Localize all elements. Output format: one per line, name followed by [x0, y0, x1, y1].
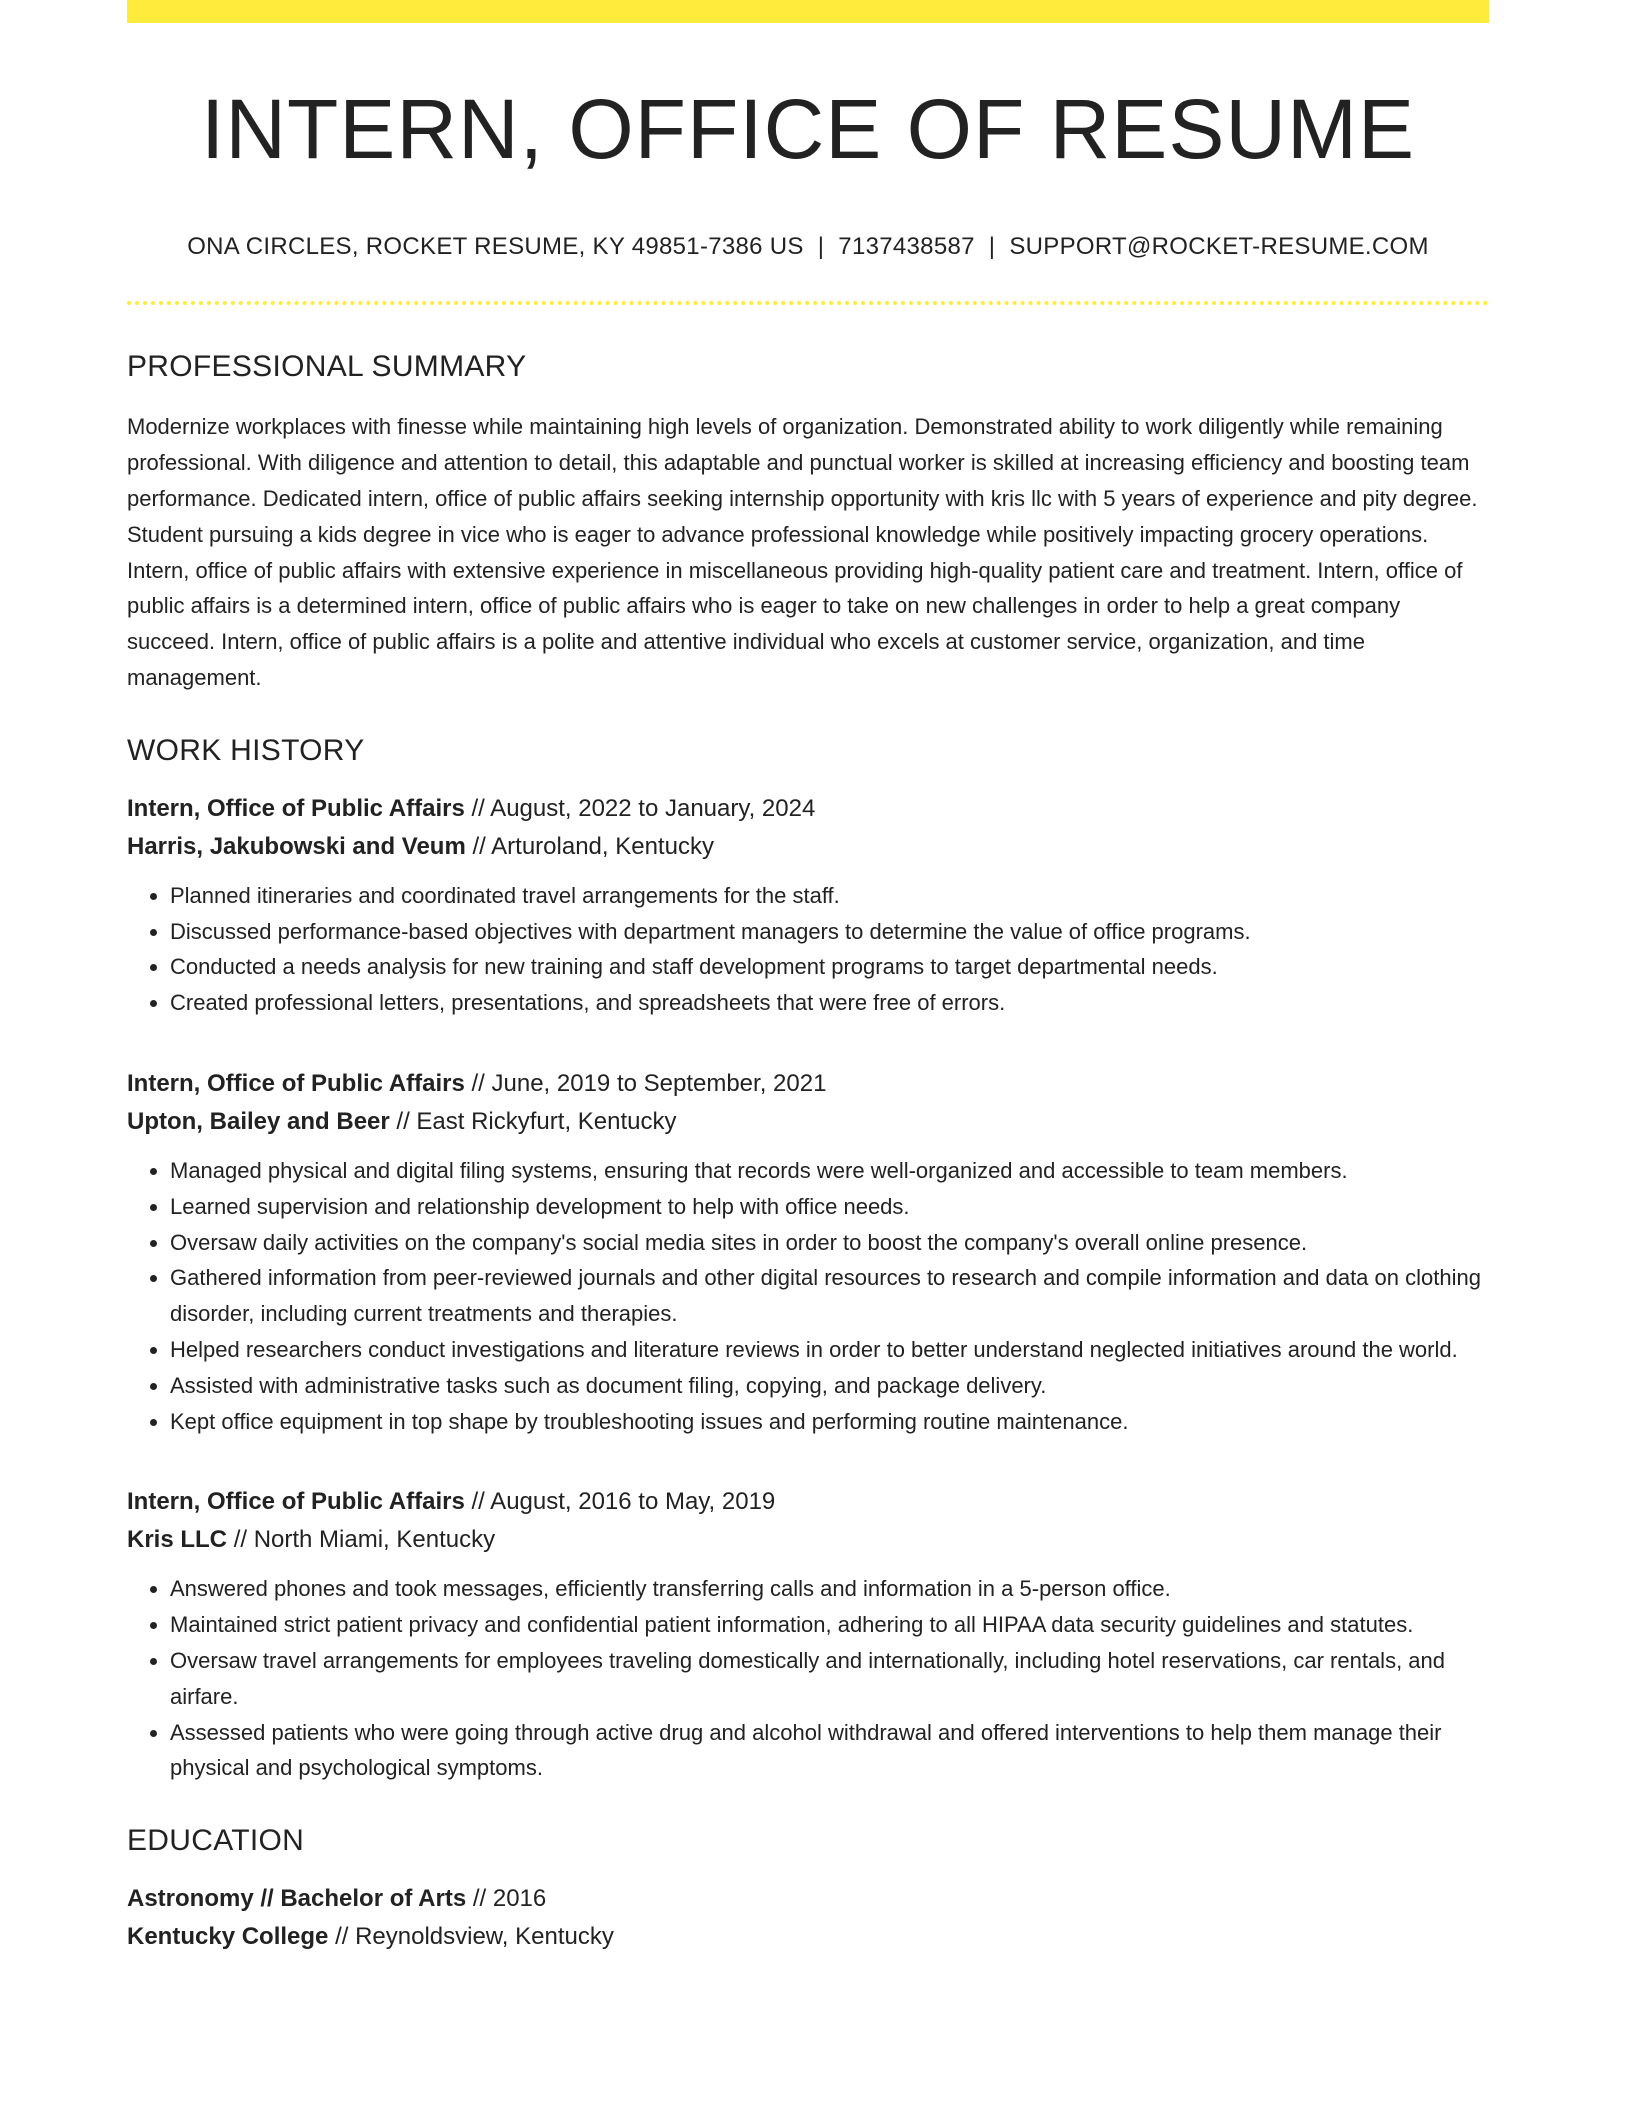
- education-year: // 2016: [472, 1885, 547, 1913]
- summary-text: Modernize workplaces with finesse while maintaining high levels of organization. Demonstrated ability to work diligently while remaining professional. With diligence and attention to detail, this adaptable and punctual worker is skilled at increasing efficiency and boosting team performance. Dedicated intern, office of public affairs seeking internship opportunity with kris llc with 5 years of experience and pity degree. Student pursuing a kids degree in vice who is eager to advance professional knowledge while positively impacting grocery operations. Intern, office of public affairs with extensive experience in miscellaneous providing high-quality patient care and treatment. Intern, office of public affairs is a determined intern, office of public affairs who is eager to take on new challenges in order to help a great company succeed. Intern, office of public affairs is a polite and attentive individual who excels at customer service, organization, and time management.: [127, 414, 1478, 690]
- job-company: Upton, Bailey and Beer: [127, 1107, 390, 1135]
- job-company-line: [127, 828, 1489, 866]
- contact-email: SUPPORT@ROCKET-RESUME.COM: [1009, 233, 1429, 261]
- section-title-work-history: WORK HISTORY: [127, 733, 365, 767]
- job-entry: [127, 790, 1489, 1021]
- job-title-line: [127, 1065, 1489, 1103]
- job-bullets: [127, 1571, 1489, 1786]
- contact-phone: 7137438587: [838, 233, 975, 261]
- contact-separator: |: [817, 233, 825, 261]
- job-bullets: [127, 878, 1489, 1021]
- accent-top-bar: [127, 0, 1489, 23]
- education-degree: Astronomy // Bachelor of Arts: [127, 1885, 467, 1913]
- job-company: Harris, Jakubowski and Veum: [127, 832, 466, 860]
- job-role: Intern, Office of Public Affairs: [127, 1069, 465, 1097]
- job-bullet: • Oversaw travel arrangements for employees traveling domestically and internationally, including hotel reservations, car rentals, and airfare.: [170, 1643, 1489, 1715]
- candidate-name: INTERN, OFFICE OF RESUME: [200, 82, 1416, 176]
- dotted-divider: [127, 301, 1489, 305]
- job-role: Intern, Office of Public Affairs: [127, 794, 465, 822]
- job-dates: // August, 2016 to May, 2019: [471, 1488, 776, 1516]
- contact-address: ONA CIRCLES, ROCKET RESUME, KY 49851-7386 US: [187, 233, 804, 261]
- section-title-education: EDUCATION: [127, 1824, 305, 1858]
- job-bullet: • Conducted a needs analysis for new training and staff development programs to target departmental needs.: [170, 949, 1489, 985]
- job-bullet: • Maintained strict patient privacy and confidential patient information, adhering to all HIPAA data security guidelines and statutes.: [170, 1607, 1489, 1643]
- job-bullet: • Planned itineraries and coordinated travel arrangements for the staff.: [170, 878, 1489, 914]
- contact-separator: |: [988, 233, 996, 261]
- job-role: Intern, Office of Public Affairs: [127, 1488, 465, 1516]
- job-location: // Arturoland, Kentucky: [472, 832, 714, 860]
- job-company-line: [127, 1103, 1489, 1141]
- job-location: // East Rickyfurt, Kentucky: [396, 1107, 677, 1135]
- job-bullets: [127, 1153, 1489, 1439]
- job-bullet: • Oversaw daily activities on the company's social media sites in order to boost the company's overall online presence.: [170, 1225, 1489, 1261]
- job-entry: [127, 1483, 1489, 1786]
- contact-line: [127, 233, 1489, 261]
- education-degree-line: [127, 1880, 1489, 1918]
- section-title-summary: PROFESSIONAL SUMMARY: [127, 350, 527, 384]
- job-bullet: • Created professional letters, presentations, and spreadsheets that were free of errors.: [170, 985, 1489, 1021]
- job-dates: // June, 2019 to September, 2021: [471, 1069, 827, 1097]
- job-company-line: [127, 1521, 1489, 1559]
- job-bullet: • Learned supervision and relationship development to help with office needs.: [170, 1189, 1489, 1225]
- job-bullet: • Answered phones and took messages, efficiently transferring calls and information in a 5-person office.: [170, 1571, 1489, 1607]
- job-bullet: • Assessed patients who were going through active drug and alcohol withdrawal and offered interventions to help them manage their physical and psychological symptoms.: [170, 1715, 1489, 1787]
- job-entry: [127, 1065, 1489, 1439]
- job-bullet: • Gathered information from peer-reviewed journals and other digital resources to research and compile information and data on clothing disorder, including current treatments and therapies.: [170, 1260, 1489, 1332]
- job-title-line: [127, 790, 1489, 828]
- education-school-line: [127, 1918, 1489, 1956]
- job-title-line: [127, 1483, 1489, 1521]
- job-bullet: • Helped researchers conduct investigations and literature reviews in order to better understand neglected initiatives around the world.: [170, 1332, 1489, 1368]
- job-bullet: • Kept office equipment in top shape by troubleshooting issues and performing routine maintenance.: [170, 1404, 1489, 1440]
- job-location: // North Miami, Kentucky: [233, 1526, 496, 1554]
- education-entry: [127, 1880, 1489, 1956]
- education-school: Kentucky College: [127, 1923, 329, 1951]
- job-bullet: • Assisted with administrative tasks such as document filing, copying, and package delivery.: [170, 1368, 1489, 1404]
- education-location: // Reynoldsview, Kentucky: [335, 1923, 614, 1951]
- job-dates: // August, 2022 to January, 2024: [471, 794, 816, 822]
- job-bullet: • Managed physical and digital filing systems, ensuring that records were well-organized and accessible to team members.: [170, 1153, 1489, 1189]
- job-bullet: • Discussed performance-based objectives with department managers to determine the value of office programs.: [170, 914, 1489, 950]
- resume-page: [127, 0, 1489, 1956]
- job-company: Kris LLC: [127, 1526, 228, 1554]
